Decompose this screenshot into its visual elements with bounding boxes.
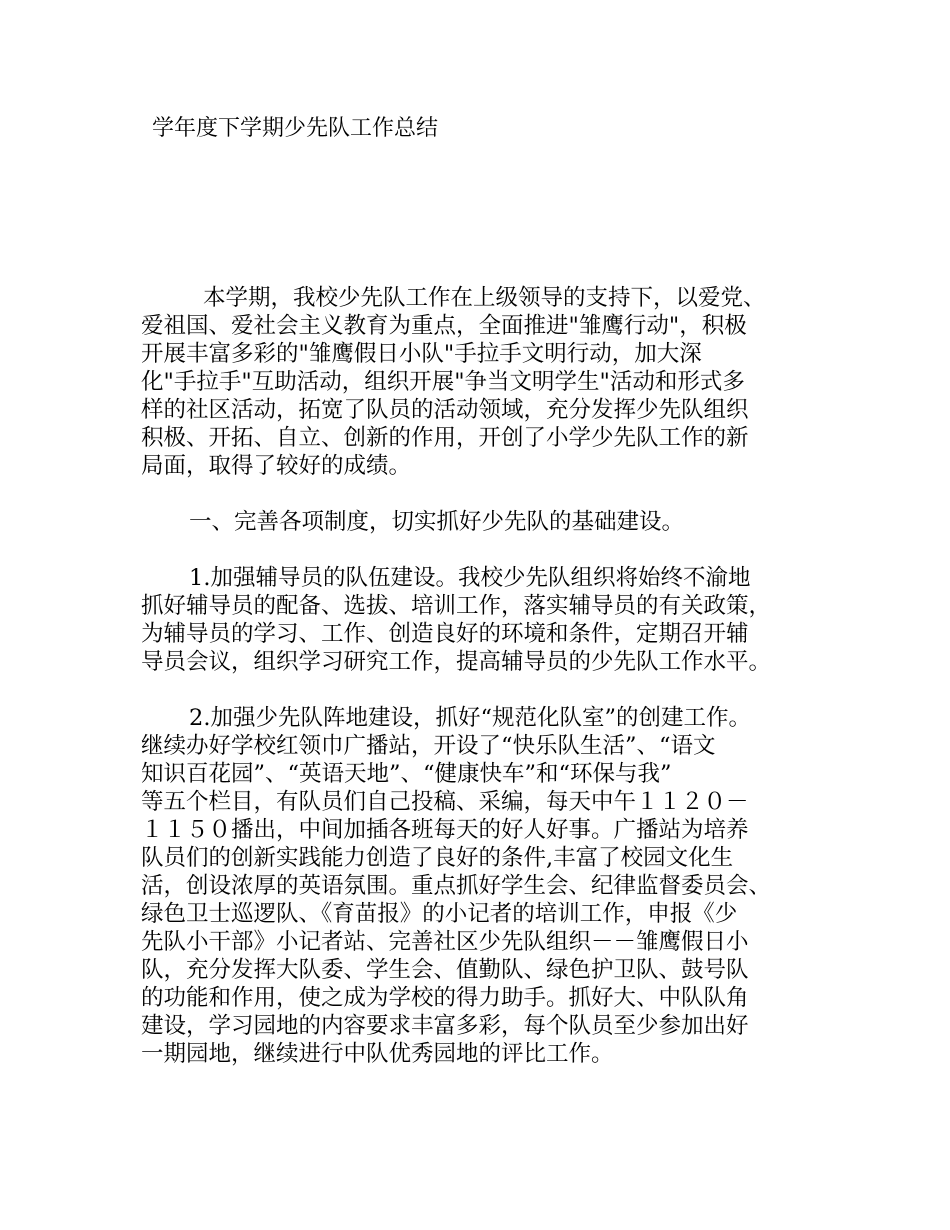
- document-body: [141, 284, 821, 1096]
- paragraph-line: 1.加强辅导员的队伍建设。我校少先队组织将始终不渝地: [189, 565, 751, 591]
- paragraph-line: 局面，取得了较好的成绩。: [141, 453, 412, 479]
- paragraph-line: 爱祖国、爱社会主义教育为重点，全面推进"雏鹰行动"，积极: [141, 313, 747, 339]
- paragraph-line: 积极、开拓、自立、创新的作用，开创了小学少先队工作的新: [141, 425, 749, 451]
- paragraph-line: 等五个栏目，有队员们自己投稿、采编，每天中午１１２０－: [141, 789, 749, 815]
- document-title: 学年度下学期少先队工作总结: [152, 116, 439, 141]
- paragraph-line: 绿色卫士巡逻队、《育苗报》的小记者的培训工作，申报《少: [141, 901, 738, 927]
- paragraph-line: 2.加强少先队阵地建设，抓好“规范化队室”的创建工作。: [189, 705, 751, 731]
- paragraph-line: 抓好辅导员的配备、选拔、培训工作，落实辅导员的有关政策，: [141, 593, 772, 619]
- item-2-paragraph: [141, 704, 821, 1068]
- paragraph-line: 队，充分发挥大队委、学生会、值勤队、绿色护卫队、鼓号队: [141, 957, 749, 983]
- paragraph-line: 知识百花园”、“英语天地”、“健康快车”和“环保与我”: [141, 761, 672, 787]
- paragraph-line: 活，创设浓厚的英语氛围。重点抓好学生会、纪律监督委员会、: [141, 873, 772, 899]
- paragraph-line: 先队小干部》小记者站、完善社区少先队组织－－雏鹰假日小: [141, 929, 749, 955]
- paragraph-line: 队员们的创新实践能力创造了良好的条件,丰富了校园文化生: [141, 845, 734, 871]
- paragraph-line: 继续办好学校红领巾广播站，开设了“快乐队生活”、“语文: [141, 733, 716, 759]
- paragraph-line: 开展丰富多彩的"雏鹰假日小队"手拉手文明行动，加大深: [141, 341, 702, 367]
- paragraph-line: 一期园地，继续进行中队优秀园地的评比工作。: [141, 1041, 614, 1067]
- paragraph-line: 的功能和作用，使之成为学校的得力助手。抓好大、中队队角: [141, 985, 749, 1011]
- item-1-paragraph: [141, 564, 821, 676]
- intro-paragraph: [141, 284, 821, 480]
- paragraph-line: 本学期，我校少先队工作在上级领导的支持下，以爱党、: [203, 285, 766, 311]
- paragraph-line: 为辅导员的学习、工作、创造良好的环境和条件，定期召开辅: [141, 621, 749, 647]
- section-heading-line: 一、完善各项制度，切实抓好少先队的基础建设。: [189, 509, 685, 535]
- paragraph-line: 导员会议，组织学习研究工作，提高辅导员的少先队工作水平。: [141, 649, 772, 675]
- paragraph-line: １１５０播出，中间加插各班每天的好人好事。广播站为培养: [141, 817, 749, 843]
- paragraph-line: 化"手拉手"互助活动，组织开展"争当文明学生"活动和形式多: [141, 369, 745, 395]
- paragraph-line: 样的社区活动，拓宽了队员的活动领域，充分发挥少先队组织: [141, 397, 749, 423]
- section-heading: [141, 508, 821, 536]
- paragraph-line: 建设，学习园地的内容要求丰富多彩，每个队员至少参加出好: [141, 1013, 749, 1039]
